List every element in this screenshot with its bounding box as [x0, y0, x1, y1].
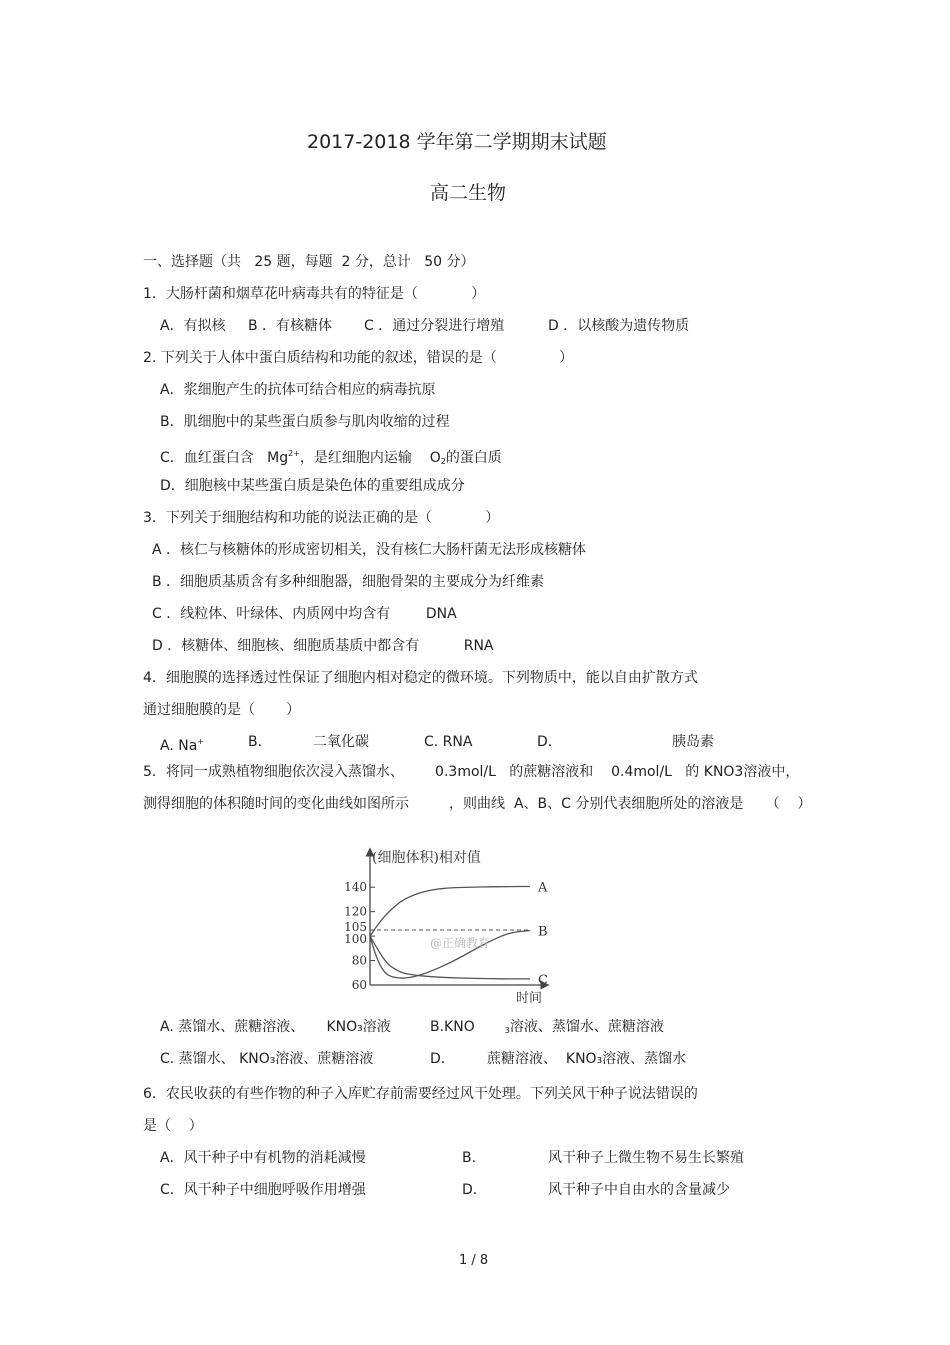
q2-option-a: A．浆细胞产生的抗体可结合相应的病毒抗原 — [160, 382, 436, 398]
q5-option-d-text: 蔗糖溶液、 KNO₃溶液、蒸馏水 — [487, 1051, 687, 1067]
q6-stem-line1: 6．农民收获的有些作物的种子入库贮存前需要经过风干处理。下列关风干种子说法错误的 — [143, 1086, 698, 1102]
q5-stem-line2: 测得细胞的体积随时间的变化曲线如图所示 ，则曲线 A、B、C 分别代表细胞所处的溶液是 （ ） — [143, 796, 812, 812]
q6-option-d-text: 风干种子中自由水的含量减少 — [548, 1182, 730, 1198]
q6-stem-line2: 是（ ） — [143, 1118, 203, 1134]
section-heading: 一、选择题（共 25 题，每题 2 分，总计 50 分） — [143, 254, 475, 270]
q2-option-c-sup: 2+ — [288, 449, 300, 458]
q6-option-d-label: D. — [462, 1182, 478, 1198]
q3-option-b: B ．细胞质基质含有多种细胞器，细胞骨架的主要成分为纤维素 — [152, 574, 545, 590]
y-tick-label: 80 — [351, 953, 367, 968]
cell-volume-chart — [330, 840, 560, 1005]
q4-option-a-sup: + — [197, 737, 204, 746]
q4-option-a — [160, 733, 204, 755]
q5-option-b-pre: B.KNO — [430, 1019, 475, 1035]
series-label-B: B — [538, 924, 548, 940]
q4-option-b-text: 二氧化碳 — [313, 734, 369, 750]
page-subtitle: 高二生物 — [430, 182, 507, 204]
q3-option-c: C ．线粒体、叶绿体、内质网中均含有 DNA — [152, 606, 457, 622]
q1-option-c: C ．通过分裂进行增殖 — [364, 318, 505, 334]
q5-stem-line1: 5．将同一成熟植物细胞依次浸入蒸馏水、 0.3mol/L 的蔗糖溶液和 0.4mol/L 的 KNO3溶液中， — [143, 764, 800, 780]
q3-stem: 3．下列关于细胞结构和功能的说法正确的是（ ） — [143, 510, 500, 526]
chart-watermark: @正确教育 — [430, 936, 491, 950]
q6-option-c: C．风干种子中细胞呼吸作用增强 — [160, 1182, 366, 1198]
q2-option-c-sub: 2 — [440, 457, 446, 466]
y-tick-label: 120 — [344, 904, 367, 919]
q6-option-b-label: B. — [462, 1150, 477, 1166]
page-title: 2017-2018 学年第二学期期末试题 — [307, 131, 607, 153]
q3-option-d: D ．核糖体、细胞核、细胞质基质中都含有 RNA — [152, 638, 494, 654]
q4-option-c: C. RNA — [424, 734, 473, 750]
q4-option-d-text: 胰岛素 — [672, 734, 714, 750]
q2-option-c — [160, 445, 502, 471]
q1-option-a: A．有拟核 — [160, 318, 226, 334]
q5-option-b-post: 溶液、蒸馏水、蔗糖溶液 — [509, 1019, 664, 1035]
q5-option-b — [430, 1018, 664, 1040]
q6-option-a: A．风干种子中有机物的消耗减慢 — [160, 1150, 366, 1166]
y-axis-label: (细胞体积)相对值 — [372, 850, 481, 866]
series-label-A: A — [538, 880, 548, 896]
q1-option-b: B ．有核糖体 — [248, 318, 333, 334]
q3-option-a: A ．核仁与核糖体的形成密切相关，没有核仁大肠杆菌无法形成核糖体 — [152, 542, 587, 558]
q2-option-c-mid: ，是红细胞内运输 O — [299, 450, 441, 466]
q1-option-d: D ．以核酸为遗传物质 — [548, 318, 690, 334]
y-tick-label: 105 — [344, 920, 367, 934]
q5-option-a: A. 蒸馏水、蔗糖溶液、 KNO₃溶液 — [160, 1019, 391, 1035]
q4-option-a-text: A. Na — [160, 738, 198, 754]
q2-option-c-post: 的蛋白质 — [445, 450, 502, 466]
q4-option-d-label: D. — [537, 734, 553, 750]
q6-option-b-text: 风干种子上微生物不易生长繁殖 — [548, 1150, 744, 1166]
q2-stem: 2. 下列关于人体中蛋白质结构和功能的叙述，错误的是（ ） — [143, 350, 574, 366]
x-axis-label: 时间 — [516, 991, 543, 1005]
q4-stem-line2: 通过细胞膜的是（ ） — [143, 702, 301, 718]
q2-option-b: B．肌细胞中的某些蛋白质参与肌肉收缩的过程 — [160, 414, 450, 430]
y-tick-label: 60 — [351, 978, 367, 992]
q1-stem: 1．大肠杆菌和烟草花叶病毒共有的特征是（ ） — [143, 286, 486, 302]
q5-option-c: C. 蒸馏水、 KNO₃溶液、蔗糖溶液 — [160, 1051, 374, 1067]
q5-option-b-sub: 3 — [504, 1026, 510, 1035]
page-number: 1 / 8 — [459, 1253, 489, 1268]
y-tick-label: 140 — [344, 880, 367, 895]
series-line-A — [370, 887, 530, 937]
q4-stem-line1: 4．细胞膜的选择透过性保证了细胞内相对稳定的微环境。下列物质中，能以自由扩散方式 — [143, 670, 698, 686]
series-label-C: C — [538, 972, 548, 988]
q5-option-d-label: D. — [430, 1051, 446, 1067]
series-layer — [370, 880, 548, 987]
y-tick-label: 100 — [344, 932, 367, 947]
q2-option-c-pre: C．血红蛋白含 Mg — [160, 450, 289, 466]
q2-option-d: D．细胞核中某些蛋白质是染色体的重要组成成分 — [160, 478, 465, 494]
q4-option-b-label: B. — [248, 734, 263, 750]
